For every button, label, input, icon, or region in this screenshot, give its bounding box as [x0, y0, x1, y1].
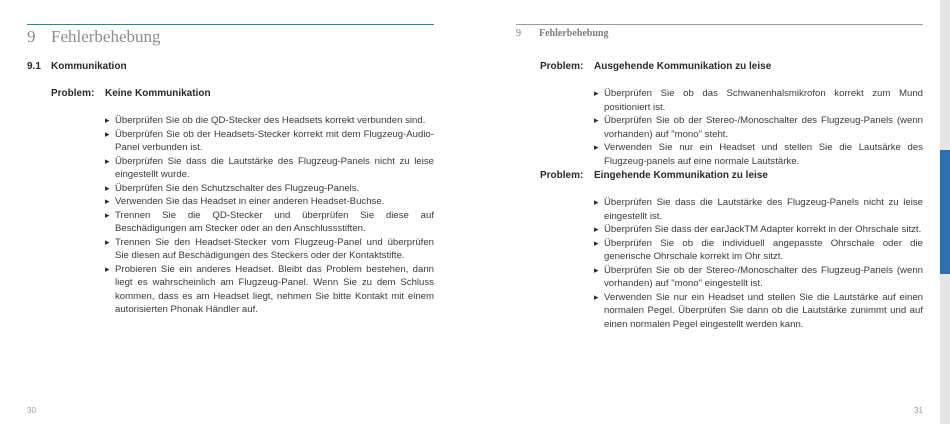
- problem-label: Problem:: [540, 170, 584, 181]
- list-item: ▸ Überprüfen Sie ob der Stereo-/Monoschalter des Flugzeug-Panels (wenn vorhanden) auf "mono" steht.: [594, 114, 923, 141]
- list-item: ▸ Überprüfen Sie ob die individuell angepasste Ohrschale oder die generische Ohrschale korrekt im Ohr sitzt.: [594, 237, 923, 264]
- bullet-list: [594, 87, 923, 168]
- header-rule: [516, 24, 923, 25]
- problem-title: Eingehende Kommunikation zu leise: [594, 170, 768, 181]
- header-chapter-number: 9: [516, 28, 521, 39]
- list-item: ▸ Verwenden Sie nur ein Headset und stellen Sie die Lautstärke auf einen normalen Pegel. Überprüfen Sie dann ob die Lautstärke zunimmt und auf einen normalen Pegel eingestellt werden kann.: [594, 291, 923, 332]
- list-item: ▸ Verwenden Sie das Headset in einer anderen Headset-Buchse.: [105, 195, 434, 209]
- chapter-rule: [27, 24, 434, 25]
- list-item: ▸ Überprüfen Sie dass die Lautstärke des Flugzeug-Panels nicht zu leise eingestellt ist.: [594, 196, 923, 223]
- list-item: ▸ Überprüfen Sie ob das Schwanenhalsmikrofon korrekt zum Mund positioniert ist.: [594, 87, 923, 114]
- list-item: ▸ Trennen Sie die QD-Stecker und überprüfen Sie diese auf Beschädigungen am Stecker oder an den Anschlussstiften.: [105, 209, 434, 236]
- list-item: ▸ Überprüfen Sie den Schutzschalter des Flugzeug-Panels.: [105, 182, 434, 196]
- list-item: ▸ Überprüfen Sie ob der Stereo-/Monoschalter des Flugzeug-Panels (wenn vorhanden) auf "mono" eingestellt ist.: [594, 264, 923, 291]
- chapter-number: 9: [27, 27, 36, 46]
- header-chapter-title: Fehlerbehebung: [539, 28, 609, 39]
- list-item: ▸ Überprüfen Sie dass die Lautstärke des Flugzeug-Panels nicht zu leise eingestellt wurde.: [105, 155, 434, 182]
- problem-title: Ausgehende Kommunikation zu leise: [594, 61, 772, 72]
- list-item: ▸ Überprüfen Sie ob die QD-Stecker des Headsets korrekt verbunden sind.: [105, 114, 434, 128]
- bullet-list: [594, 196, 923, 331]
- list-item: ▸ Probieren Sie ein anderes Headset. Bleibt das Problem bestehen, dann liegt es wahrscheinlich am Flugzeug-Panel. Wenn Sie zu dem Schluss kommen, dass es am Headset liegt, nehmen Sie bitte Kontakt mit einem autorisierten Phonak Händler auf.: [105, 263, 434, 317]
- right-page: [475, 0, 950, 424]
- chapter-title: Fehlerbehebung: [51, 27, 161, 46]
- problem-title: Keine Kommunikation: [105, 88, 211, 99]
- problem-label: Problem:: [51, 88, 95, 99]
- page-number: 30: [27, 406, 36, 415]
- list-item: ▸ Verwenden Sie nur ein Headset und stellen Sie die Lautsärke des Flugzeug-panels auf eine normale Lautstärke.: [594, 141, 923, 168]
- list-item: ▸ Überprüfen Sie dass der earJackTM Adapter korrekt in der Ohrschale sitzt.: [594, 223, 923, 237]
- list-item: ▸ Überprüfen Sie ob der Headsets-Stecker korrekt mit dem Flugzeug-Audio-Panel verbunden ist.: [105, 128, 434, 155]
- list-item: ▸ Trennen Sie den Headset-Stecker vom Flugzeug-Panel und überprüfen Sie diesen auf Beschädigungen des Steckers oder der Kontaktstifte.: [105, 236, 434, 263]
- section-title: Kommunikation: [51, 61, 127, 72]
- bullet-list: [105, 114, 434, 317]
- section-number: 9.1: [27, 61, 41, 72]
- chapter-tab-marker: [940, 150, 950, 274]
- page-number: 31: [914, 406, 923, 415]
- problem-label: Problem:: [540, 61, 584, 72]
